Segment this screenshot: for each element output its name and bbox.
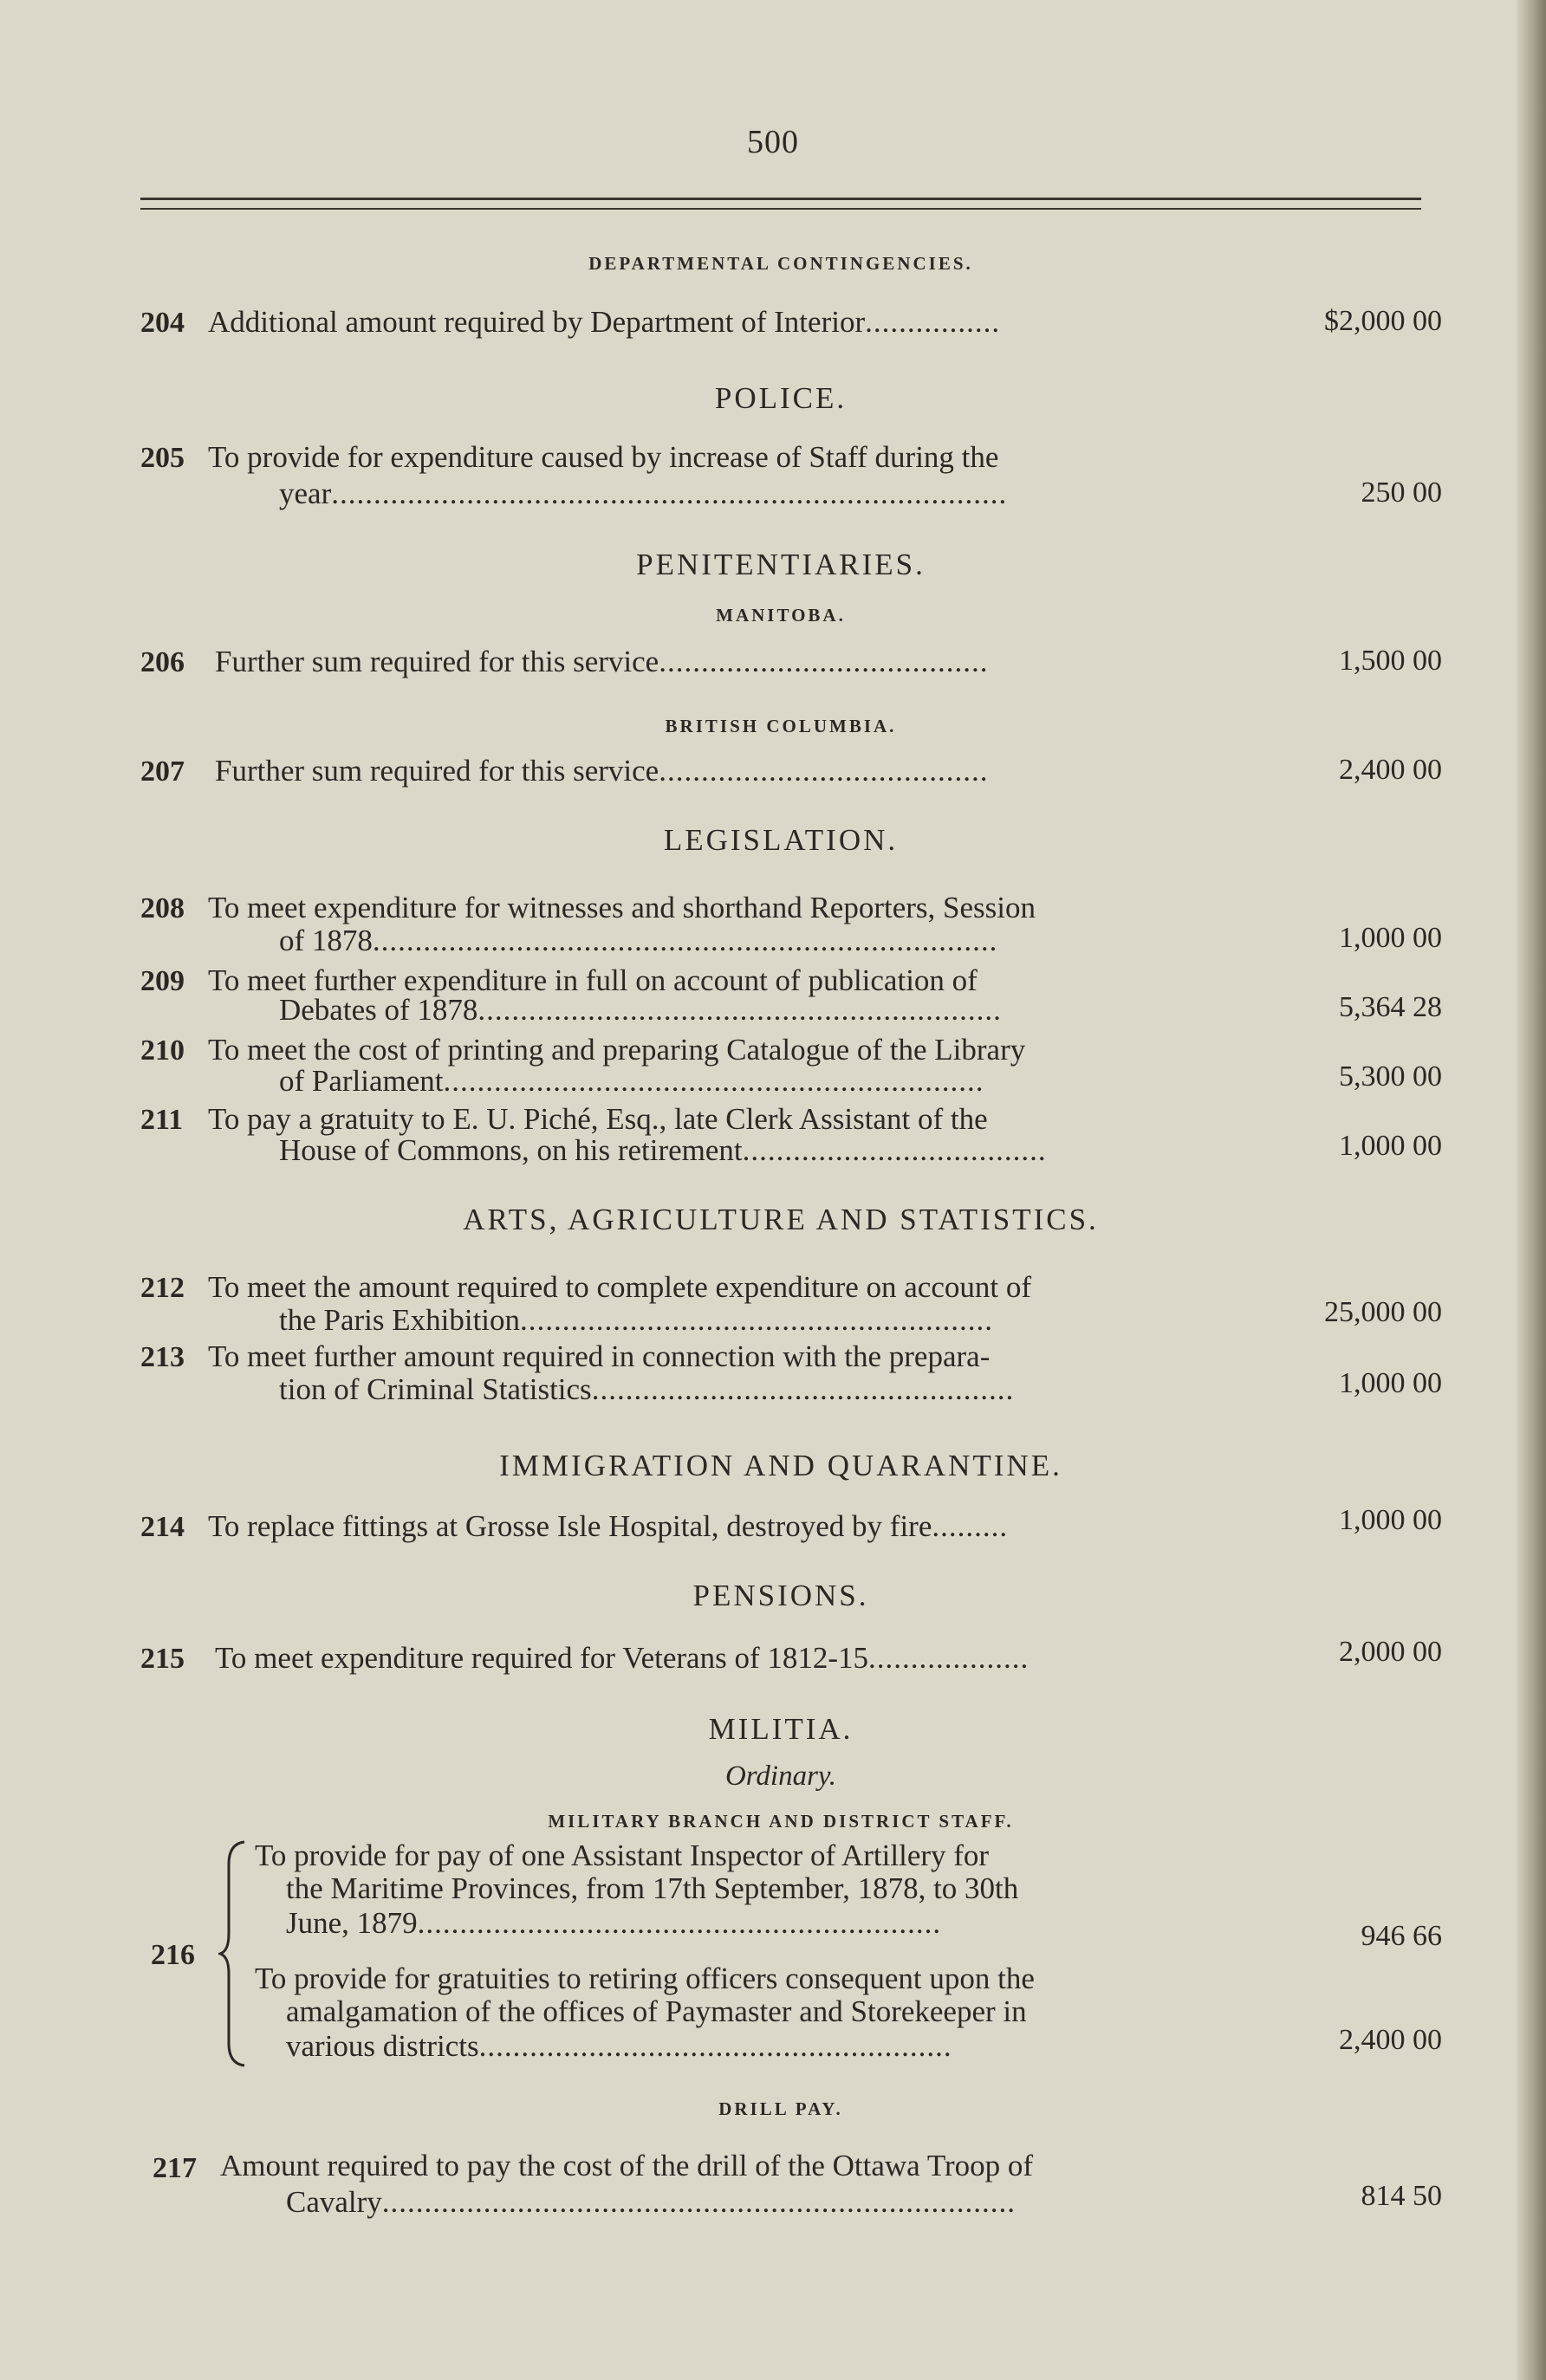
- item-text-205-line2: year................................................................................: [279, 477, 1008, 510]
- subheading-ordinary: Ordinary.: [724, 1761, 837, 1792]
- section-heading-militia: MILITIA.: [708, 1712, 854, 1746]
- item-text-215: To meet expenditure required for Veterans of 1812-15...................: [215, 1641, 1030, 1675]
- page-edge-shadow: [1517, 0, 1546, 2380]
- subheading-british-columbia: BRITISH COLUMBIA.: [665, 716, 897, 736]
- item-text-217-line1: Amount required to pay the cost of the drill of the Ottawa Troop of: [220, 2149, 1034, 2182]
- item-text-210-line1: To meet the cost of printing and preparing Catalogue of the Library: [208, 1033, 1026, 1067]
- item-text-212-line2: the Paris Exhibition........................................................: [279, 1303, 994, 1337]
- header-rule-thick: [140, 198, 1421, 200]
- item-number-214: 214: [140, 1511, 185, 1543]
- item-text-216a-line2: the Maritime Provinces, from 17th September, 1878, to 30th: [286, 1871, 1019, 1905]
- item-text-216a-line3: June, 1879..............................................................: [286, 1906, 942, 1940]
- item-number-208: 208: [140, 892, 185, 924]
- subheading-drill-pay: DRILL PAY.: [718, 2098, 843, 2119]
- item-text-204: Additional amount required by Department of Interior................: [208, 305, 1001, 339]
- item-text-209-line1: To meet further expenditure in full on account of publication of: [208, 963, 978, 997]
- item-amount-210: 5,300 00: [1339, 1060, 1442, 1093]
- item-text-207: Further sum required for this service.......................................: [215, 754, 989, 788]
- item-number-211: 211: [140, 1104, 184, 1136]
- item-amount-216b: 2,400 00: [1339, 2024, 1442, 2056]
- item-amount-217: 814 50: [1361, 2180, 1442, 2212]
- item-text-213-line2: tion of Criminal Statistics..................................................: [279, 1372, 1015, 1406]
- item-text-206: Further sum required for this service.......................................: [215, 645, 989, 678]
- item-number-209: 209: [140, 965, 185, 997]
- item-amount-206: 1,500 00: [1339, 645, 1442, 677]
- item-text-210-line2: of Parliament................................................................: [279, 1064, 984, 1098]
- item-number-216: 216: [151, 1939, 195, 1971]
- item-text-208-line2: of 1878..........................................................................: [279, 924, 998, 957]
- item-amount-212: 25,000 00: [1324, 1296, 1442, 1328]
- page-number: 500: [747, 124, 799, 160]
- item-amount-207: 2,400 00: [1339, 754, 1442, 786]
- section-heading-arts: ARTS, AGRICULTURE AND STATISTICS.: [463, 1203, 1099, 1236]
- item-text-214: To replace fittings at Grosse Isle Hospital, destroyed by fire.........: [208, 1509, 1009, 1543]
- item-text-208-line1: To meet expenditure for witnesses and shorthand Reporters, Session: [208, 891, 1036, 924]
- item-amount-205: 250 00: [1361, 477, 1442, 509]
- section-heading-police: POLICE.: [714, 381, 848, 415]
- section-heading-legislation: LEGISLATION.: [663, 823, 899, 857]
- item-number-207: 207: [140, 756, 185, 788]
- item-number-213: 213: [140, 1341, 185, 1373]
- item-number-206: 206: [140, 646, 185, 678]
- item-amount-204: $2,000 00: [1324, 305, 1442, 337]
- item-number-205: 205: [140, 442, 185, 474]
- item-amount-215: 2,000 00: [1339, 1636, 1442, 1668]
- item-amount-209: 5,364 28: [1339, 991, 1442, 1023]
- item-number-212: 212: [140, 1272, 185, 1304]
- section-heading-immigration: IMMIGRATION AND QUARANTINE.: [499, 1449, 1062, 1482]
- item-number-217: 217: [153, 2152, 197, 2184]
- item-number-210: 210: [140, 1034, 185, 1067]
- item-text-216b-line1: To provide for gratuities to retiring officers consequent upon the: [255, 1962, 1035, 1995]
- item-text-205-line1: To provide for expenditure caused by increase of Staff during the: [208, 440, 999, 474]
- item-text-211-line1: To pay a gratuity to E. U. Piché, Esq., late Clerk Assistant of the: [208, 1102, 988, 1136]
- item-text-216a-line1: To provide for pay of one Assistant Inspector of Artillery for: [255, 1839, 990, 1872]
- item-amount-213: 1,000 00: [1339, 1367, 1442, 1399]
- curly-brace-216: [218, 1839, 253, 2069]
- item-text-216b-line2: amalgamation of the offices of Paymaster and Storekeeper in: [286, 1994, 1027, 2028]
- item-amount-208: 1,000 00: [1339, 922, 1442, 954]
- section-heading-penitentiaries: PENITENTIARIES.: [636, 548, 926, 581]
- subheading-manitoba: MANITOBA.: [716, 605, 846, 626]
- section-heading-pensions: PENSIONS.: [692, 1579, 869, 1612]
- item-text-211-line2: House of Commons, on his retirement....................................: [279, 1133, 1047, 1167]
- item-text-213-line1: To meet further amount required in connection with the prepara-: [208, 1339, 991, 1373]
- section-heading-departmental: DEPARTMENTAL CONTINGENCIES.: [588, 253, 973, 274]
- subheading-military-branch: MILITARY BRANCH AND DISTRICT STAFF.: [548, 1811, 1014, 1832]
- item-number-204: 204: [140, 307, 185, 339]
- item-amount-211: 1,000 00: [1339, 1130, 1442, 1162]
- item-amount-214: 1,000 00: [1339, 1504, 1442, 1536]
- item-text-216b-line3: various districts........................................................: [286, 2029, 952, 2063]
- item-text-217-line2: Cavalry...........................................................................: [286, 2185, 1017, 2219]
- item-amount-216a: 946 66: [1361, 1920, 1442, 1952]
- item-text-212-line1: To meet the amount required to complete expenditure on account of: [208, 1270, 1031, 1304]
- header-rule-thin: [140, 208, 1421, 210]
- item-text-209-line2: Debates of 1878..............................................................: [279, 993, 1002, 1027]
- item-number-215: 215: [140, 1643, 185, 1675]
